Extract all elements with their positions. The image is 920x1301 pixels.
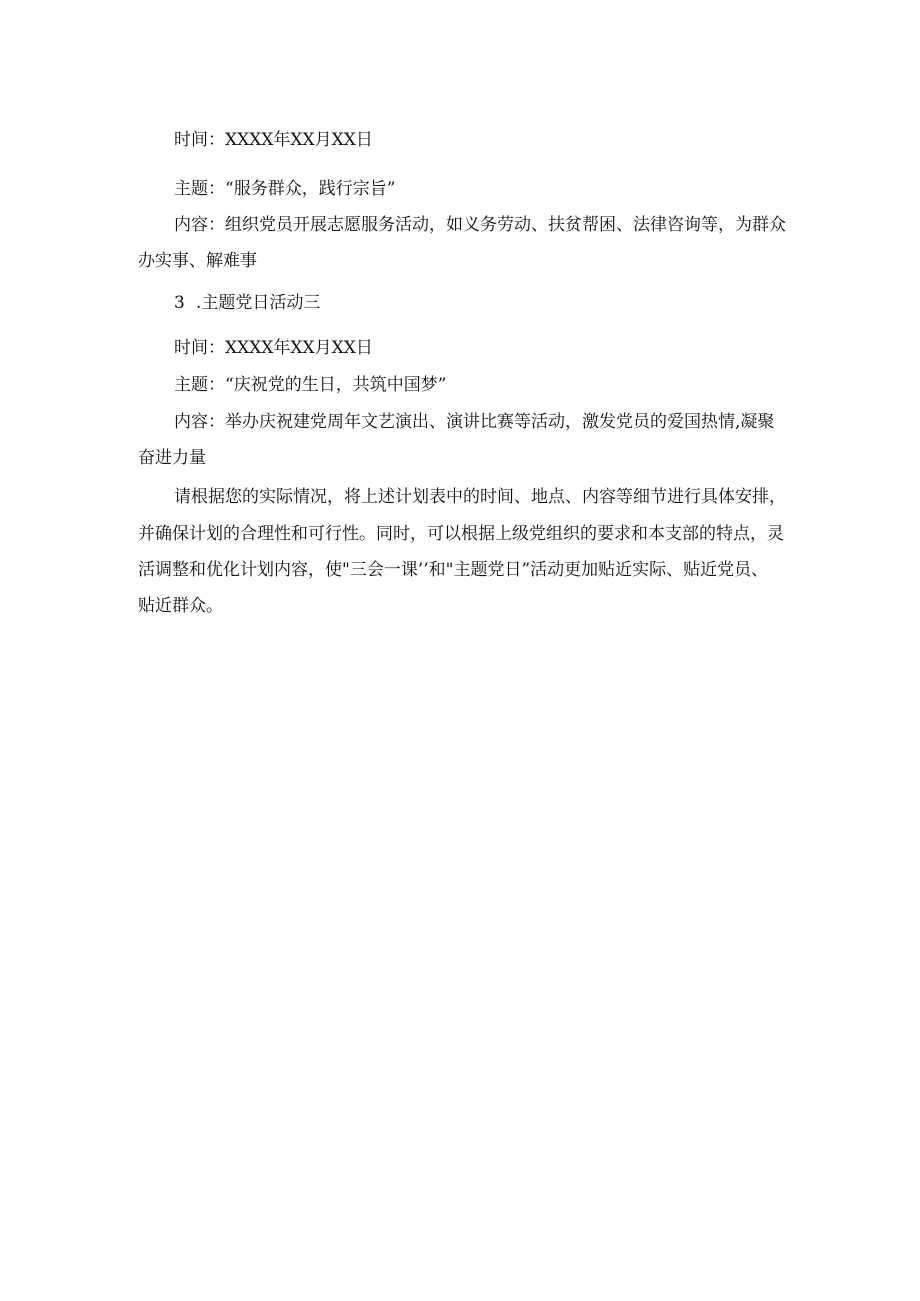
activity3-content-line1: 内容：举办庆祝建党周年文艺演出、演讲比赛等活动，激发党员的爱国热情,凝聚	[174, 412, 775, 432]
activity2-time: 时间：XXXX年XX月XX日	[174, 130, 373, 150]
activity3-heading-number: 3	[174, 293, 185, 313]
activity3-heading-text: .主题党日活动三	[196, 293, 321, 313]
closing-line2: 并确保计划的合理性和可行性。同时，可以根据上级党组织的要求和本支部的特点，灵	[138, 524, 784, 544]
activity3-theme: 主题：“庆祝党的生日，共筑中国梦”	[174, 375, 447, 395]
activity2-theme: 主题：“服务群众，践行宗旨”	[174, 179, 396, 199]
activity2-content-line2: 办实事、解难事	[138, 251, 257, 271]
activity3-content-line2: 奋进力量	[138, 448, 206, 468]
activity3-time: 时间：XXXX年XX月XX日	[174, 338, 373, 358]
closing-line1: 请根据您的实际情况，将上述计划表中的时间、地点、内容等细节进行具体安排，	[174, 487, 786, 507]
closing-line3: 活调整和优化计划内容，使"三会一课’’和"主题党日”活动更加贴近实际、贴近党员、	[138, 560, 769, 580]
activity2-content-line1: 内容：组织党员开展志愿服务活动，如义务劳动、扶贫帮困、法律咨询等，为群众	[174, 215, 786, 235]
closing-line4: 贴近群众。	[138, 596, 223, 616]
activity3-heading	[174, 291, 320, 315]
